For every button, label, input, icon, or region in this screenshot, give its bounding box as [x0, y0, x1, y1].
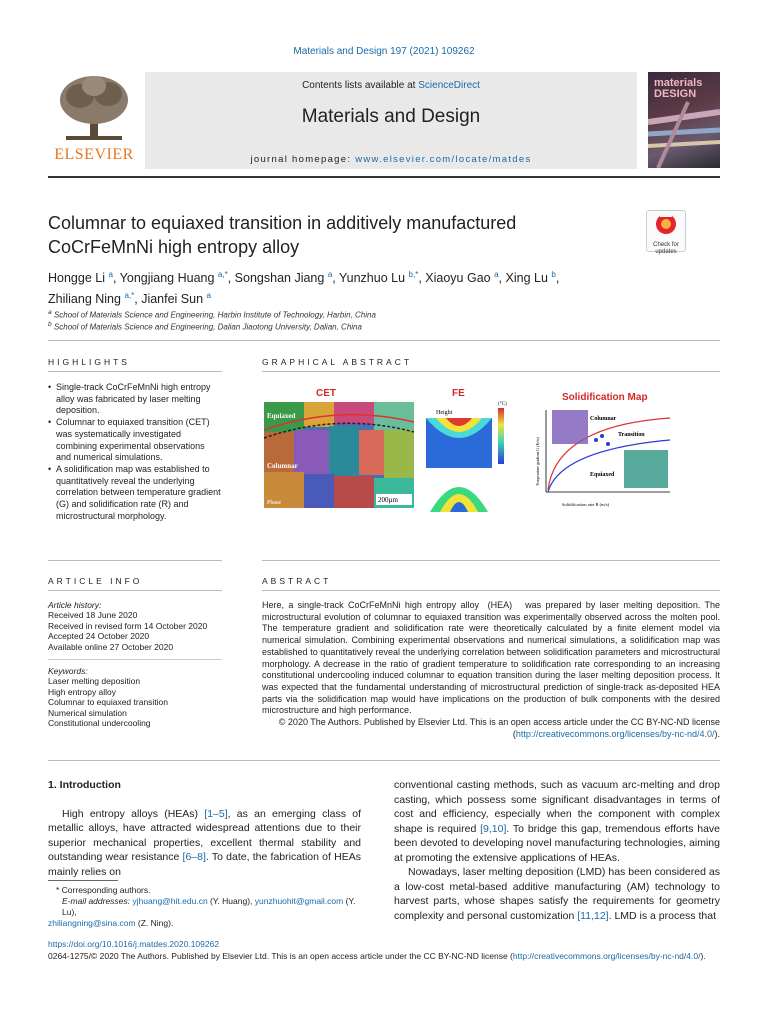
highlight-item: • Single-track CoCrFeMnNi high entropy alloy was fabricated by laser melting deposition.: [48, 382, 222, 417]
contents-prefix: Contents lists available at: [302, 80, 419, 91]
graphical-abstract-bottom-rule: [262, 560, 720, 561]
history-item: Received in revised form 14 October 2020: [48, 620, 208, 631]
ga-columnar-label: Columnar: [267, 462, 298, 470]
highlight-item: • A solidification map was established to quantitatively reveal the underlying correlation between temperature gradient (G) and solidification rate (R) and microstructural morphology.: [48, 464, 222, 523]
ga-map-equiaxed-label: Equiaxed: [590, 472, 615, 478]
ga-map-transition-label: Transition: [618, 432, 645, 438]
homepage-label: journal homepage:: [250, 154, 356, 165]
ga-equiaxed-label: Equiaxed: [267, 412, 296, 420]
citation-link[interactable]: [11,12]: [577, 909, 609, 922]
abstract-license: © 2020 The Authors. Published by Elsevier Ltd. This is an open access article under the CC BY-NC-ND license (: [278, 717, 720, 739]
body-paragraph: Nowadays, laser melting deposition (LMD) has been considered as a low-cost metal-based additive manufacturing (AM) technology to harvest parts, whose shapes satisfy the requirements for geometry complexity and personal customization [11,12]. LMD is a process that: [394, 866, 720, 922]
journal-homepage-line: [145, 154, 637, 165]
body-right-column: [394, 778, 720, 923]
header-rule: [48, 176, 720, 178]
abstract-rule: [262, 590, 720, 591]
highlight-item: • Columnar to equiaxed transition (CET) was systematically investigated combining experimental observations and numerical simulations.: [48, 417, 222, 464]
journal-reference[interactable]: [0, 46, 768, 57]
affiliation-mark: a: [48, 309, 52, 316]
author[interactable]: Hongge Li $^a$: [48, 270, 113, 286]
ga-unit-label: (°C): [498, 402, 507, 407]
author-list: Hongge Li $^a$, Yongjiang Huang $^{a,*}$, Songshan Jiang $^a$, Yunzhuo Lu $^{b,*}$, Xiaoyu Gao $^a$, Xing Lu $^b$, Zhiliang Ning $^{a,*}$, Jianfei Sun $^a$: [48, 270, 560, 307]
highlights-heading: HIGHLIGHTS: [48, 357, 130, 367]
highlights-list: [48, 382, 222, 522]
footer-license: 0264-1275/© 2020 The Authors. Published by Elsevier Ltd. This is an open access article under the CC BY-NC-ND license (http://creativecommons.org/licenses/by-nc-nd/4.0/).: [48, 951, 706, 961]
author[interactable]: Xiaoyu Gao $^a$: [425, 270, 499, 286]
body-left-column: [48, 778, 361, 879]
ga-phase-label: Phase: [267, 500, 281, 506]
citation-link[interactable]: [1–5]: [204, 807, 228, 820]
author[interactable]: Yunzhuo Lu $^{b,*}$: [339, 270, 419, 286]
author[interactable]: Jianfei Sun $^a$: [141, 291, 211, 307]
history-item: Accepted 24 October 2020: [48, 631, 150, 642]
highlights-bottom-rule: [48, 560, 222, 561]
elsevier-wordmark: ELSEVIER: [54, 146, 134, 163]
check-for-updates-button[interactable]: [646, 210, 686, 255]
sciencedirect-link[interactable]: ScienceDirect: [418, 80, 480, 91]
affiliation-mark: b: [48, 321, 52, 328]
ga-map-ylabel: Temperature gradient G (K/m): [535, 437, 540, 486]
ga-cet-title: CET: [316, 388, 336, 399]
history-item: Received 18 June 2020: [48, 610, 138, 621]
article-info-heading: ARTICLE INFO: [48, 576, 143, 586]
elsevier-logo: [50, 72, 138, 164]
abstract-heading: ABSTRACT: [262, 576, 332, 586]
abstract-bottom-rule: [48, 760, 720, 761]
journal-reference-link[interactable]: Materials and Design 197 (2021) 109262: [293, 46, 475, 57]
page-footer: [48, 938, 720, 962]
introduction-paragraph: High entropy alloys (HEAs) [1–5], as an emerging class of metallic alloys, have attracted widespread attentions due to their superior mechanical properties, excellent thermal stability and outstanding wear resistance [6–8]. To date, the fabrication of HEAs mainly relies on: [48, 807, 361, 878]
ga-map-title: Solidification Map: [562, 392, 648, 403]
keyword: Columnar to equiaxed transition: [48, 697, 169, 708]
journal-name: Materials and Design: [301, 106, 481, 127]
abstract-text: Here, a single-track CoCrFeMnNi high entropy alloy (HEA) was prepared by laser melting deposition. The microstructural evolution of columnar to equiaxed transition was experimentally observed across the molten pool. The temperature gradient and solidification rate were theoretically calculated by a finite element model via numerical simulation. Combining experimental observations and numerical simulations, a solidification map was established to quantitatively reveal the underlying correlation between solidification parameters and microstructural morphology. A decrease in the ratio of gradient temperature to solidification rate corresponding to an increasing constitutional undercooling induced columnar to equation transition during the laser melting deposition process. It was expected that the fundamental understanding of microstructural prediction of single-track as-deposited HEA parts via the solidification map would have implications on the production of bulk components with the desired microstructure and high performance.: [262, 600, 720, 716]
ga-solidification-map: [532, 406, 674, 514]
cover-art-icon: [648, 72, 720, 168]
doi-link[interactable]: https://doi.org/10.1016/j.matdes.2020.109262: [48, 939, 220, 949]
highlights-rule: [48, 371, 222, 372]
check-for-updates-icon: [647, 211, 685, 237]
elsevier-tree-icon: [50, 72, 138, 144]
email-link[interactable]: yunzhuohit@gmail.com: [254, 896, 344, 906]
affiliation: [48, 309, 376, 320]
cover-title: materials DESIGN: [654, 77, 703, 100]
email-addresses-cont: zhiliangning@sina.com (Z. Ning).: [48, 918, 174, 928]
article-info-rule: [48, 590, 222, 591]
email-addresses: E-mail addresses: yjhuang@hit.edu.cn (Y. Huang), yunzhuohit@gmail.com (Y. Lu),: [62, 896, 356, 917]
affiliation-text: School of Materials Science and Engineering, Harbin Institute of Technology, Harbin, China: [53, 310, 376, 320]
journal-cover-thumbnail[interactable]: [648, 72, 720, 168]
ga-scale-bar: 200µm: [378, 496, 398, 504]
history-label: Article history:: [48, 600, 102, 610]
check-for-updates-label: Check for updates: [653, 242, 679, 255]
ga-height-label: Height: [436, 410, 453, 416]
homepage-link[interactable]: www.elsevier.com/locate/matdes: [355, 154, 532, 165]
email-label: E-mail addresses:: [62, 896, 131, 906]
graphical-abstract-heading: GRAPHICAL ABSTRACT: [262, 357, 413, 367]
keyword: Numerical simulation: [48, 707, 127, 718]
keyword: High entropy alloy: [48, 686, 117, 697]
ga-fe-title: FE: [452, 388, 465, 399]
graphical-abstract-rule: [262, 371, 720, 372]
section-divider: [48, 340, 720, 341]
citation-link[interactable]: [6–8]: [182, 851, 206, 863]
abstract: [262, 600, 720, 740]
citation-link[interactable]: [9,10]: [480, 822, 507, 835]
ga-fe-simulation: [422, 396, 520, 516]
email-link[interactable]: yjhuang@hit.edu.cn: [132, 896, 208, 906]
keywords-rule: [48, 659, 222, 660]
abstract-license-suffix: ).: [714, 728, 720, 739]
ga-map-columnar-label: Columnar: [590, 416, 617, 422]
keyword: Constitutional undercooling: [48, 718, 151, 729]
article-title: Columnar to equiaxed transition in additively manufactured CoCrFeMnNi high entropy alloy: [48, 213, 517, 257]
corresponding-authors-note: * Corresponding authors.: [56, 885, 151, 895]
email-link[interactable]: zhiliangning@sina.com: [48, 918, 136, 928]
ga-map-xlabel: Solidification rate R (m/s): [562, 502, 610, 507]
ga-cet-micrograph: [264, 402, 414, 508]
history-item: Available online 27 October 2020: [48, 641, 174, 652]
article-info: [48, 600, 222, 728]
footnote-rule: [48, 880, 118, 881]
author[interactable]: Songshan Jiang $^a$: [234, 270, 333, 286]
abstract-license-link[interactable]: http://creativecommons.org/licenses/by-nc-nd/4.0/: [515, 728, 715, 739]
body-paragraph: conventional casting methods, such as vacuum arc-melting and drop casting, which possess some significant disadvantages in terms of cost and efficiency, especially when the component with complex shape is required [9,10]. To bridge this gap, tremendous efforts have been devoted to developing novel manufacturing technologies, aiming at promoting the extensive applications of HEAs.: [394, 779, 721, 864]
affiliation: [48, 321, 362, 332]
keyword: Laser melting deposition: [48, 676, 141, 687]
author[interactable]: Yongjiang Huang $^{a,*}$: [119, 270, 228, 286]
corresponding-footnote: [48, 880, 361, 929]
introduction-heading: 1. Introduction: [48, 779, 121, 791]
contents-available-line: [145, 80, 637, 91]
affiliation-text: School of Materials Science and Engineering, Dalian Jiaotong University, Dalian, China: [53, 322, 362, 332]
keywords-label: Keywords:: [48, 666, 88, 677]
footer-license-link[interactable]: http://creativecommons.org/licenses/by-nc-nd/4.0/: [512, 951, 701, 961]
author[interactable]: Xing Lu $^b$: [505, 270, 556, 286]
author[interactable]: Zhiliang Ning $^{a,*}$: [48, 291, 135, 307]
graphical-abstract-figure[interactable]: [262, 382, 672, 512]
